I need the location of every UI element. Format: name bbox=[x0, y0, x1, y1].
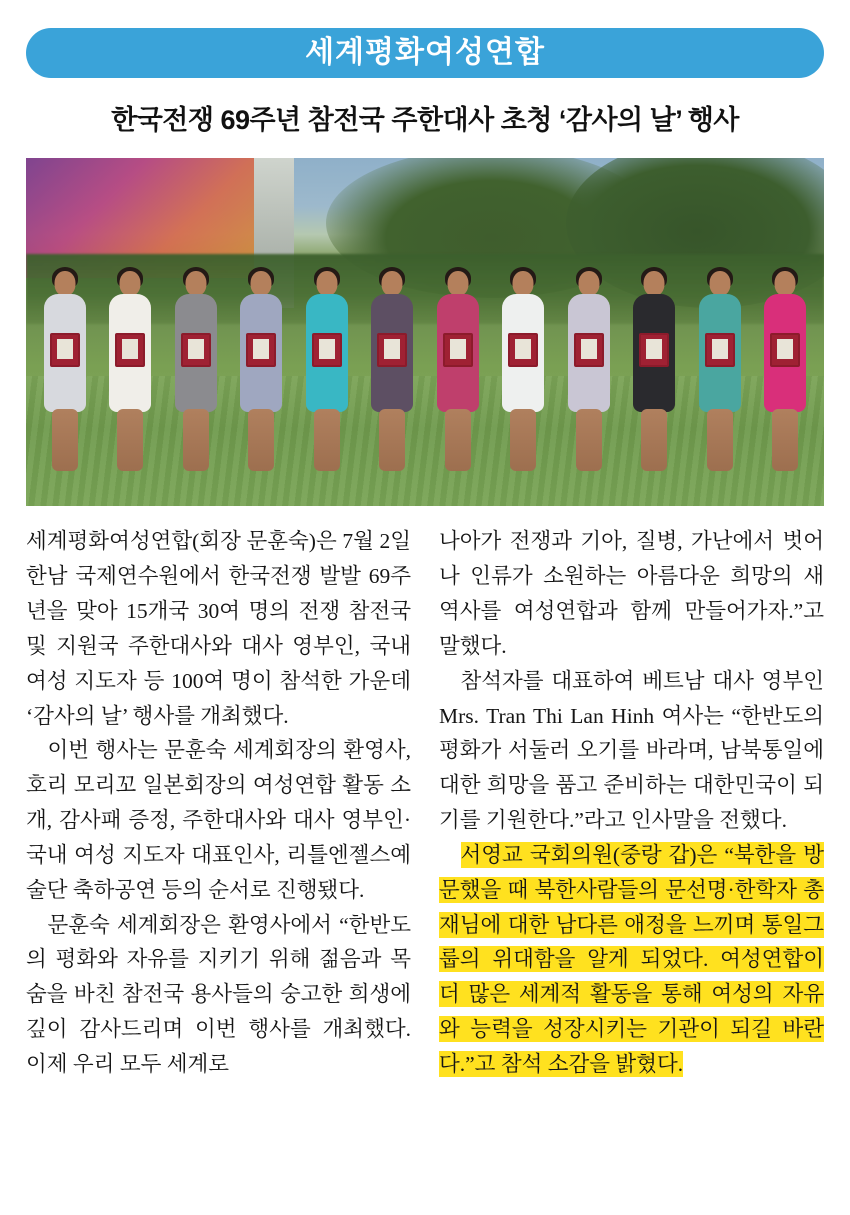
person-legs bbox=[641, 409, 667, 471]
person-legs bbox=[314, 409, 340, 471]
person-head bbox=[644, 271, 665, 296]
photo-person bbox=[756, 271, 814, 486]
person-legs bbox=[183, 409, 209, 471]
person-head bbox=[316, 271, 337, 296]
person-legs bbox=[117, 409, 143, 471]
person-legs bbox=[52, 409, 78, 471]
person-head bbox=[185, 271, 206, 296]
article-headline: 한국전쟁 69주년 참전국 주한대사 초청 ‘감사의 날’ 행사 bbox=[111, 105, 739, 135]
paragraph: 문훈숙 세계회장은 환영사에서 “한반도의 평화와 자유를 지키기 위해 젊음과 목숨을 바친 참전국 용사들의 숭고한 희생에 깊이 감사드리며 이번 행사를 개최했다. 이제 우리 모두 세계로 bbox=[26, 912, 411, 1076]
photo-person bbox=[429, 271, 487, 486]
award-plaque bbox=[770, 333, 800, 367]
person-legs bbox=[707, 409, 733, 471]
photo-background bbox=[26, 158, 824, 506]
award-plaque bbox=[115, 333, 145, 367]
award-plaque bbox=[312, 333, 342, 367]
award-plaque bbox=[50, 333, 80, 367]
photo-person bbox=[625, 271, 683, 486]
masthead-banner bbox=[26, 28, 824, 78]
photo-person bbox=[232, 271, 290, 486]
person-head bbox=[709, 271, 730, 296]
person-head bbox=[513, 271, 534, 296]
person-legs bbox=[248, 409, 274, 471]
paragraph: 세계평화여성연합(회장 문훈숙)은 7월 2일 한남 국제연수원에서 한국전쟁 발발 69주년을 맞아 15개국 30여 명의 전쟁 참전국 및 지원국 주한대사와 대사 영부인, 국내 여성 지도자 등 100여 명이 참석한 가운데 ‘감사의 날’ 행사를 개최했다. bbox=[26, 529, 411, 728]
article-column-right bbox=[439, 524, 824, 1081]
award-plaque bbox=[574, 333, 604, 367]
award-plaque bbox=[508, 333, 538, 367]
paragraph-highlighted bbox=[439, 838, 824, 1082]
award-plaque bbox=[705, 333, 735, 367]
masthead-title: 세계평화여성연합 bbox=[305, 36, 545, 69]
article-column-left bbox=[26, 524, 411, 1081]
paragraph: 나아가 전쟁과 기아, 질병, 가난에서 벗어나 인류가 소원하는 아름다운 희망의 새 역사를 여성연합과 함께 만들어가자.”고 말했다. bbox=[439, 529, 824, 658]
photo-person bbox=[167, 271, 225, 486]
photo-person bbox=[36, 271, 94, 486]
group-photo-award-ceremony bbox=[26, 158, 824, 506]
paragraph: 이번 행사는 문훈숙 세계회장의 환영사, 호리 모리꼬 일본회장의 여성연합 활동 소개, 감사패 증정, 주한대사와 대사 영부인·국내 여성 지도자 대표인사, 리틀엔젤스예술단 축하공연 등의 순서로 진행됐다. bbox=[26, 738, 411, 902]
person-head bbox=[251, 271, 272, 296]
award-plaque bbox=[443, 333, 473, 367]
person-head bbox=[578, 271, 599, 296]
person-head bbox=[55, 271, 76, 296]
person-legs bbox=[576, 409, 602, 471]
photo-person bbox=[560, 271, 618, 486]
person-legs bbox=[772, 409, 798, 471]
photo-person bbox=[298, 271, 356, 486]
award-plaque bbox=[181, 333, 211, 367]
award-plaque bbox=[639, 333, 669, 367]
person-head bbox=[447, 271, 468, 296]
highlighted-text: 서영교 국회의원(중랑 갑)은 “북한을 방문했을 때 북한사람들의 문선명·한학자 총재님에 대한 남다른 애정을 느끼며 통일그룹의 위대함을 알게 되었다. 여성연합이 더 많은 세계적 활동을 통해 여성의 자유와 능력을 성장시키는 기관이 되길 바란다.”고 참석 소감을 밝혔다. bbox=[439, 842, 824, 1076]
person-head bbox=[774, 271, 795, 296]
person-legs bbox=[510, 409, 536, 471]
photo-person bbox=[691, 271, 749, 486]
photo-person bbox=[363, 271, 421, 486]
photo-person bbox=[494, 271, 552, 486]
person-legs bbox=[379, 409, 405, 471]
paragraph: 참석자를 대표하여 베트남 대사 영부인 Mrs. Tran Thi Lan Hinh 여사는 “한반도의 평화가 서둘러 오기를 바라며, 남북통일에 대한 희망을 품고 준비하는 대한민국이 되기를 기원한다.”라고 인사말을 전했다. bbox=[439, 668, 824, 833]
award-plaque bbox=[377, 333, 407, 367]
article-body bbox=[26, 524, 824, 1081]
person-head bbox=[120, 271, 141, 296]
person-head bbox=[382, 271, 403, 296]
photo-person bbox=[101, 271, 159, 486]
award-plaque bbox=[246, 333, 276, 367]
person-legs bbox=[445, 409, 471, 471]
photo-people-row bbox=[36, 236, 814, 486]
